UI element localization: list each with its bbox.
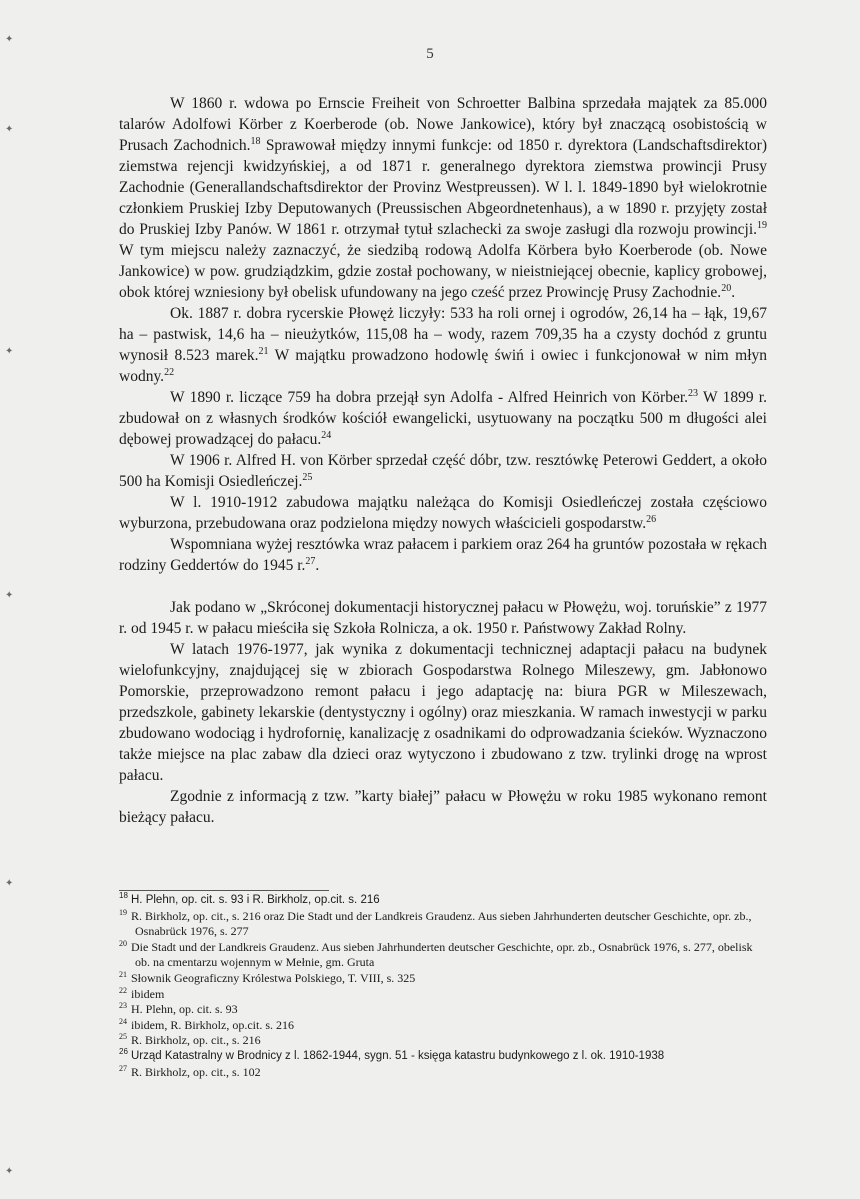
footnote-separator bbox=[119, 890, 329, 891]
binder-hole-mark: ✦ bbox=[5, 346, 14, 357]
footnote: 24 ibidem, R. Birkholz, op.cit. s. 216 bbox=[119, 1016, 294, 1032]
footnote: 27 R. Birkholz, op. cit., s. 102 bbox=[119, 1063, 261, 1079]
text-run: Ok. 1887 r. dobra rycerskie Płowęż liczyły: 533 ha roli ornej i ogrodów, 26,14 ha – łąk, 19,67 ha – pastwisk, 14,6 ha – nieużytków, 115,08 ha – wody, razem 709,35 ha a czysty dochód z gruntu wynosił 8.523 marek. bbox=[119, 305, 767, 364]
footnote: 25 R. Birkholz, op. cit., s. 216 bbox=[119, 1032, 261, 1048]
text-run: W tym miejscu należy zaznaczyć, że siedzibą rodową Adolfa Körbera było Koerberode (ob. Nowe Jankowice) w pow. grudziądzkim, gdzie został pochowany, w nieistniejącej obecnie, kaplicy grobowej, obok której wzniesiony był obelisk ufundowany na jego cześć przez Prowincję Prusy Zachodnie. bbox=[119, 242, 767, 301]
footnote-text: H. Plehn, op. cit. s. 93 i R. Birkholz, op.cit. s. 216 bbox=[131, 894, 380, 906]
footnote-reference: 24 bbox=[321, 429, 332, 441]
paragraph bbox=[119, 597, 767, 639]
text-run: Zgodnie z informacją z tzw. ”karty białej” pałacu w Płowężu w roku 1985 wykonano remont bieżący pałacu. bbox=[119, 788, 767, 826]
paragraph bbox=[119, 786, 767, 828]
footnote-reference: 25 bbox=[302, 471, 313, 483]
footnote-reference: 26 bbox=[646, 513, 657, 525]
footnotes bbox=[119, 893, 769, 1080]
footnote-reference: 19 bbox=[757, 219, 767, 231]
footnote-reference: 27 bbox=[305, 555, 316, 567]
text-run: . bbox=[731, 284, 736, 301]
footnote-text: R. Birkholz, op. cit., s. 102 bbox=[131, 1064, 261, 1079]
footnote: 22 ibidem bbox=[119, 985, 165, 1001]
footnote-text: ibidem bbox=[131, 986, 165, 1001]
footnote-text: Die Stadt und der Landkreis Graudenz. Aus sieben Jahrhunderten deutscher Geschichte, opr. zb., Osnabrück 1976, s. 277, obelisk ob. na cmentarzu wojennym w Mełnie, gm. Gruta bbox=[131, 939, 753, 970]
footnote: 23 H. Plehn, op. cit. s. 93 bbox=[119, 1001, 238, 1017]
footnote-text: R. Birkholz, op. cit., s. 216 oraz Die Stadt und der Landkreis Graudenz. Aus sieben Jahrhunderten deutscher Geschichte, opr. zb., Osnabrück 1976, s. 277 bbox=[131, 908, 752, 939]
text-run: W latach 1976-1977, jak wynika z dokumentacji technicznej adaptacji pałacu na budynek wielofunkcyjny, znajdującej się w zbiorach Gospodarstwa Rolnego Mileszewy, gm. Jabłonowo Pomorskie, przeprowadzono remont pałacu i jego adaptację na: biura PGR w Mileszewach, przedszkole, gabinety lekarskie (dentystyczny i ogólny) oraz mieszkania. W ramach inwestycji w parku zbudowano wodociąg i hydrofornię, kanalizację z osadnikami do odprowadzania ścieków. Wyznaczono także miejsce na plac zabaw dla dzieci oraz wytyczono i zbudowano z tzw. trylinki drogę na wprost pałacu. bbox=[119, 641, 767, 784]
binder-hole-mark: ✦ bbox=[5, 1166, 14, 1177]
footnote-text: R. Birkholz, op. cit., s. 216 bbox=[131, 1033, 261, 1048]
binder-hole-mark: ✦ bbox=[5, 590, 14, 601]
footnote-text: ibidem, R. Birkholz, op.cit. s. 216 bbox=[131, 1017, 294, 1032]
text-run: . bbox=[315, 557, 320, 574]
text-run: W l. 1910-1912 zabudowa majątku należąca do Komisji Osiedleńczej została częściowo wyburzona, przebudowana oraz podzielona między nowych właścicieli gospodarstw. bbox=[119, 494, 767, 532]
text-run: W 1899 r. zbudował on z własnych środków kościół ewangelicki, usytuowany na początku 500 m długości alei dębowej prowadzącej do pałacu. bbox=[119, 389, 767, 448]
text-run: W 1906 r. Alfred H. von Körber sprzedał część dóbr, tzw. resztówkę Peterowi Geddert, a około 500 ha Komisji Osiedleńczej. bbox=[119, 452, 767, 490]
footnote-reference: 21 bbox=[258, 345, 269, 357]
paragraph bbox=[119, 93, 767, 303]
footnote: 20 Die Stadt und der Landkreis Graudenz. Aus sieben Jahrhunderten deutscher Geschichte, opr. zb., Osnabrück 1976, s. 277, obelisk ob. na cmentarzu wojennym w Mełnie, gm. Gruta bbox=[119, 938, 753, 970]
footnote: 26 Urząd Katastralny w Brodnicy z l. 1862-1944, sygn. 51 - księga katastru budynkowego z l. ok. 1910-1938 bbox=[119, 1047, 665, 1062]
paragraph bbox=[119, 450, 767, 492]
binder-hole-mark: ✦ bbox=[5, 34, 14, 45]
footnote: 21 Słownik Geograficzny Królestwa Polskiego, T. VIII, s. 325 bbox=[119, 969, 416, 985]
text-run: W 1860 r. wdowa po Ernscie Freiheit von Schroetter Balbina sprzedała majątek za 85.000 talarów Adolfowi Körber z Koerberode (ob. Nowe Jankowice), który był znaczącą osobistością w Prusach Zachodnich. bbox=[119, 95, 767, 154]
paragraph bbox=[119, 387, 767, 450]
footnote-text: Urząd Katastralny w Brodnicy z l. 1862-1944, sygn. 51 - księga katastru budynkowego z l. ok. 1910-1938 bbox=[131, 1049, 665, 1062]
footnote: 18 H. Plehn, op. cit. s. 93 i R. Birkholz, op.cit. s. 216 bbox=[119, 891, 380, 906]
text-run: Sprawował między innymi funkcje: od 1850 r. dyrektora (Landschaftsdirektor) ziemstwa rejencji kwidzyńskiej, a od 1871 r. generalnego dyrektora ziemstwa prowincji Prusy Zachodnie (Generallandschaftsdirektor der Provinz Westpreussen). W l. l. 1849-1890 był wielokrotnie członkiem Pruskiej Izby Deputowanych (Preussischen Abgeordnetenhaus), a w 1890 r. przyjęty został do Pruskiej Izby Panów. W 1861 r. otrzymał tytuł szlachecki za swoje zasługi dla rozwoju prowincji. bbox=[119, 137, 767, 238]
paragraph bbox=[119, 303, 767, 387]
text-run: Jak podano w „Skróconej dokumentacji historycznej pałacu w Płowężu, woj. toruńskie” z 1977 r. od 1945 r. w pałacu mieściła się Szkoła Rolnicza, a ok. 1950 r. Państwowy Zakład Rolny. bbox=[119, 599, 767, 637]
text-run: W majątku prowadzono hodowlę świń i owiec i funkcjonował w nim młyn wodny. bbox=[119, 347, 767, 385]
binder-hole-mark: ✦ bbox=[5, 124, 14, 135]
footnote-text: Słownik Geograficzny Królestwa Polskiego, T. VIII, s. 325 bbox=[131, 970, 416, 985]
footnote-reference: 18 bbox=[250, 135, 261, 147]
footnote: 19 R. Birkholz, op. cit., s. 216 oraz Die Stadt und der Landkreis Graudenz. Aus sieben Jahrhunderten deutscher Geschichte, opr. zb., Osnabrück 1976, s. 277 bbox=[119, 907, 752, 939]
body-text bbox=[119, 93, 767, 828]
text-run: W 1890 r. liczące 759 ha dobra przejął syn Adolfa - Alfred Heinrich von Körber. bbox=[170, 389, 689, 406]
page-number: 5 bbox=[426, 46, 434, 62]
text-run: Wspomniana wyżej resztówka wraz pałacem i parkiem oraz 264 ha gruntów pozostała w rękach rodziny Geddertów do 1945 r. bbox=[119, 536, 767, 574]
footnote-reference: 22 bbox=[164, 366, 175, 378]
footnote-reference: 23 bbox=[688, 387, 699, 399]
footnote-text: H. Plehn, op. cit. s. 93 bbox=[131, 1002, 238, 1017]
paragraph bbox=[119, 639, 767, 786]
binder-hole-mark: ✦ bbox=[5, 878, 14, 889]
footnote-reference: 20 bbox=[721, 282, 732, 294]
paragraph bbox=[119, 492, 767, 534]
paragraph bbox=[119, 534, 767, 576]
